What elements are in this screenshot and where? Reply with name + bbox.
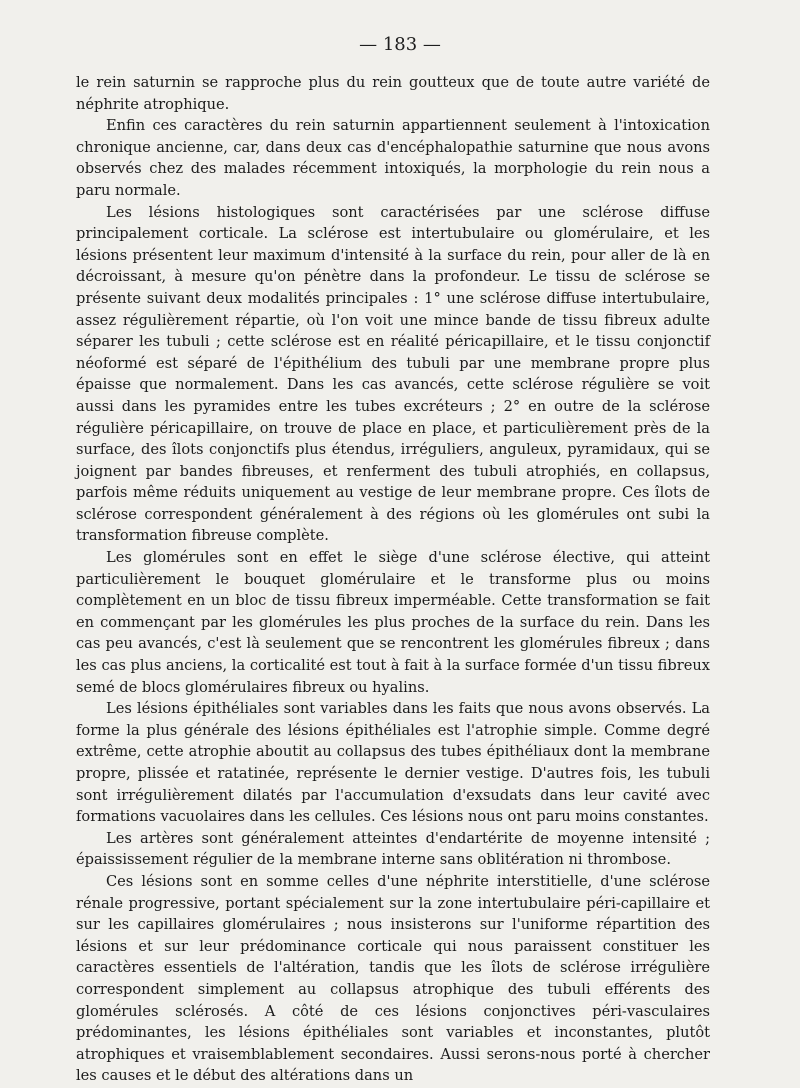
paragraph-epithelial-lesions: Les lésions épithéliales sont variables dans les faits que nous avons observés. La forme la plus générale des lésions épithéliales est l'atrophie simple. Comme degré extrême, cette atrophie aboutit au collapsus des tubes épithéliaux dont la membrane propre, plissée et ratatinée, représente le dernier vestige. D'autres fois, les tubuli sont irrégulièrement dilatés par l'accumulation d'exsudats dans leur cavité avec formations vacuolaires dans les cellules. Ces lésions nous ont paru moins constantes. [76,700,710,826]
paragraph-glomerules: Les glomérules sont en effet le siège d'une sclérose élective, qui atteint particulièrement le bouquet glomérulaire et le transforme plus ou moins complètement en un bloc de tissu fibreux imperméable. Cette transformation se fait en commençant par les glomérules les plus proches de la surface du rein. Dans les cas peu avancés, c'est là seulement que se rencontrent les glomérules fibreux ; dans les cas plus anciens, la corticalité est tout à fait à la surface formée d'un tissu fibreux semé de blocs glomérulaires fibreux ou hyalins. [76,549,710,696]
body-text [76,72,710,1087]
page-number: — 183 — [359,34,441,55]
paragraph-arteries: Les artères sont généralement atteintes d'endartérite de moyenne intensité ; épaississement régulier de la membrane interne sans oblitération ni thrombose. [76,829,710,869]
paragraph-chronic-intoxication: Enfin ces caractères du rein saturnin appartiennent seulement à l'intoxication chronique ancienne, car, dans deux cas d'encéphalopathie saturnine que nous avons observés chez des malades récemment intoxiqués, la morphologie du rein nous a paru normale. [76,117,710,199]
paragraph-continuation: le rein saturnin se rapproche plus du rein goutteux que de toute autre variété de néphrite atrophique. [76,74,710,113]
paragraph-summary: Ces lésions sont en somme celles d'une néphrite interstitielle, d'une sclérose rénale progressive, portant spécialement sur la zone intertubulaire péri-capillaire et sur les capillaires glomérulaires ; nous insisterons sur l'uniforme répartition des lésions et sur leur prédominance corticale qui nous paraissent constituer les caractères essentiels de l'altération, tandis que les îlots de sclérose irrégulière correspondent simplement au collapsus atrophique des tubuli efférents des glomérules sclérosés. A côté de ces lésions conjonctives péri-vasculaires prédominantes, les lésions épithéliales sont variables et inconstantes, plutôt atrophiques et vraisemblablement secondaires. Aussi serons-nous porté à chercher les causes et le début des altérations dans un [76,872,710,1085]
paragraph-histological-lesions: Les lésions histologiques sont caractérisées par une sclérose diffuse principalement corticale. La sclérose est intertubulaire ou glomérulaire, et les lésions présentent leur maximum d'intensité à la surface du rein, pour aller de là en décroissant, à mesure qu'on pénètre dans la profondeur. Le tissu de sclérose se présente suivant deux modalités principales : 1° une sclérose diffuse intertubulaire, assez régulièrement répartie, où l'on voit une mince bande de tissu fibreux adulte séparer les tubuli ; cette sclérose est en réalité péricapillaire, et le tissu conjonctif néoformé est séparé de l'épithélium des tubuli par une membrane propre plus épaisse que normalement. Dans les cas avancés, cette sclérose régulière se voit aussi dans les pyramides entre les tubes excréteurs ; 2° en outre de la sclérose régulière péricapillaire, on trouve de place en place, et particulièrement près de la surface, des îlots conjonctifs plus étendus, irréguliers, anguleux, pyramidaux, qui se joignent par bandes fibreuses, et renferment des tubuli atrophiés, en collapsus, parfois même réduits uniquement au vestige de leur membrane propre. Ces îlots de sclérose correspondent généralement à des régions où les glomérules ont subi la transformation fibreuse complète. [76,203,710,545]
